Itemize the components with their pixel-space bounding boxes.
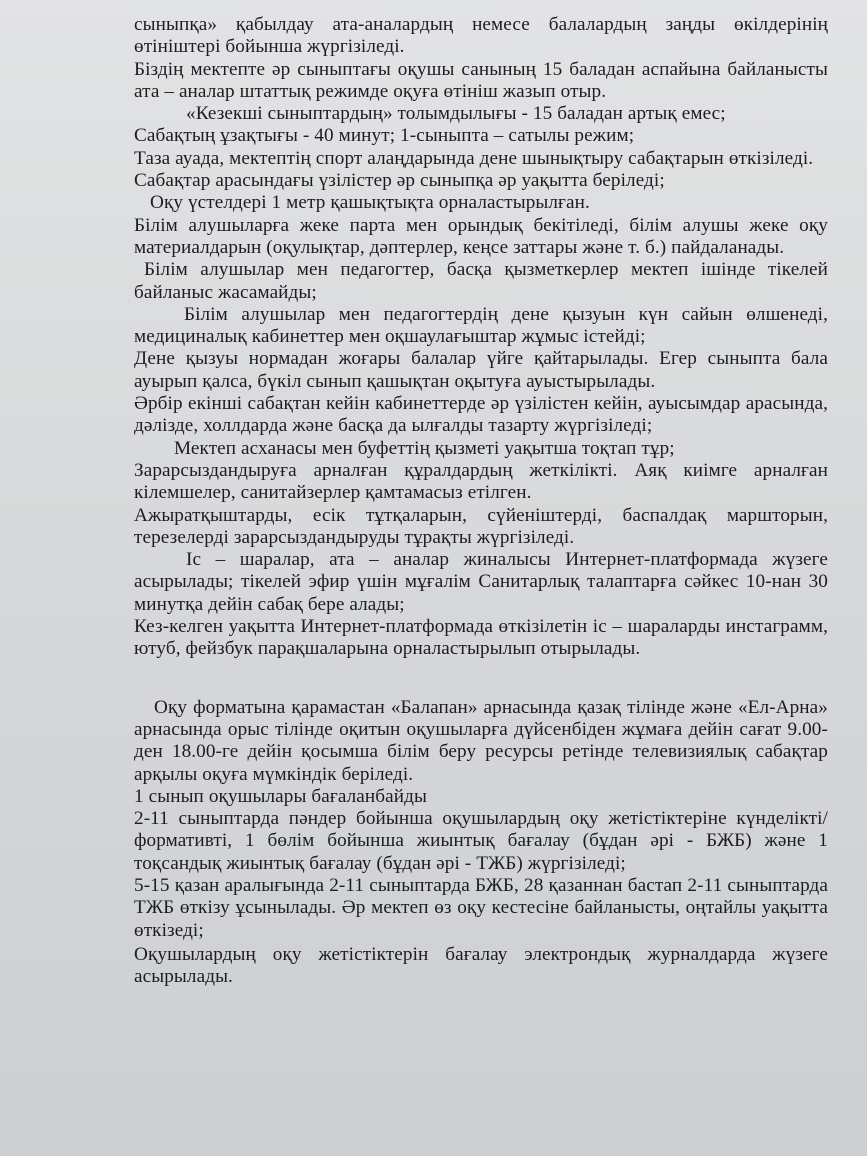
paragraph-tv-lessons: Оқу форматына қарамастан «Балапан» арнасында қазақ тілінде және «Ел-Арна» арнасында орыс тілінде оқитын оқушыларға дүйсенбіден жұмаға дейін сағат 9.00-ден 18.00-ге дейін қосымша білім беру ресурсы ретінде телевизиялық сабақтар арқылы оқуға мүмкіндік беріледі. bbox=[134, 696, 828, 785]
paragraph-electronic-journals: Оқушылардың оқу жетістіктерін бағалау электрондық журналдарда жүзеге асырылады. bbox=[134, 943, 828, 988]
paragraph-individual-desks: Білім алушыларға жеке парта мен орындық бекітіледі, білім алушы жеке оқу материалдарын (оқулықтар, дәптерлер, кеңсе заттары және т. б.) пайдаланады. bbox=[134, 214, 828, 258]
paragraph-class-size-applications: Біздің мектепте әр сыныптағы оқушы санының 15 баладан аспайына байланысты ата – аналар штаттық режимде оқуға өтініш жазып отыр. bbox=[134, 58, 828, 102]
paragraph-social-media: Кез-келген уақытта Интернет-платформада өткізілетін іс – шараларды инстаграмм, ютуб, фейзбук парақшаларына орналастырылып отырылады. bbox=[134, 616, 828, 660]
paragraph-lesson-duration: Сабақтың ұзақтығы - 40 минут; 1-сыныпта – сатылы режим; bbox=[134, 125, 635, 147]
paragraph-no-direct-contact: Білім алушылар мен педагогтер, басқа қызметкерлер мектеп ішінде тікелей байланыс жасамайды; bbox=[134, 259, 828, 303]
paragraph-grade1-not-graded: 1 сынып оқушылары бағаланбайды bbox=[134, 785, 427, 807]
paragraph-desk-distance: Оқу үстелдері 1 метр қашықтықта орналастырылған. bbox=[150, 192, 590, 214]
paragraph-outdoor-pe: Таза ауада, мектептің спорт алаңдарында дене шынықтыру сабақтарын өткізіледі. bbox=[134, 147, 814, 169]
paragraph-duty-class-capacity: «Кезекші сыныптардың» толымдылығы - 15 баладан артық емес; bbox=[186, 103, 726, 125]
document-text bbox=[134, 14, 828, 988]
paragraph-fever-policy: Дене қызуы нормадан жоғары балалар үйге қайтарылады. Егер сыныпта бала ауырып қалса, бүкіл сынып қашықтан оқытуға ауыстырылады. bbox=[134, 348, 828, 392]
paragraph-assessment-dates: 5-15 қазан аралығында 2-11 сыныптарда БЖБ, 28 қазаннан бастап 2-11 сыныптарда ТЖБ өткізу ұсынылады. Әр мектеп өз оқу кестесіне байланысты, оңтайлы уақытта өткізеді; bbox=[134, 874, 828, 941]
paragraph-wet-cleaning: Әрбір екінші сабақтан кейін кабинеттерде әр үзілістен кейін, ауысымдар арасында, дәлізде, холлдарда және басқа да ылғалды тазарту жүргізіледі; bbox=[134, 393, 828, 437]
paragraph-online-events: Іс – шаралар, ата – аналар жиналысы Интернет-платформада жүзеге асырылады; тікелей эфир үшін мұғалім Санитарлық талаптарға сәйкес 10-нан 30 минутқа дейін сабақ бере алады; bbox=[134, 549, 828, 615]
paragraph-spacer bbox=[134, 661, 828, 697]
paragraph-admission-continuation: сыныпқа» қабылдау ата-аналардың немесе балалардың заңды өкілдерінің өтініштері бойынша жүргізіледі. bbox=[134, 14, 828, 58]
paragraph-breaks: Сабақтар арасындағы үзілістер әр сыныпқа әр уақытта беріледі; bbox=[134, 170, 665, 192]
paragraph-surface-disinfection: Ажыратқыштарды, есік тұтқаларын, сүйеніштерді, баспалдақ маршторын, терезелерді зарарсыздандыруды тұрақты жүргізіледі. bbox=[134, 504, 828, 548]
paragraph-temperature-checks: Білім алушылар мен педагогтердің дене қызуын күн сайын өлшенеді, медициналық кабинеттер мен оқшаулағыштар жұмыс істейді; bbox=[134, 303, 828, 348]
paragraph-assessment-types: 2-11 сыныптарда пәндер бойынша оқушылардың оқу жетістіктеріне күнделікті/формативті, 1 бөлім бойынша жиынтық бағалау (бұдан әрі - БЖБ) және 1 тоқсандық жиынтық бағалау (бұдан әрі - ТЖБ) жүргізіледі; bbox=[134, 808, 828, 874]
paragraph-canteen-closed: Мектеп асханасы мен буфеттің қызметі уақытша тоқтап тұр; bbox=[174, 437, 675, 459]
paragraph-disinfectants: Зарарсыздандыруға арналған құралдардың жеткілікті. Аяқ киімге арналған кілемшелер, санитайзерлер қамтамасыз етілген. bbox=[134, 459, 828, 504]
